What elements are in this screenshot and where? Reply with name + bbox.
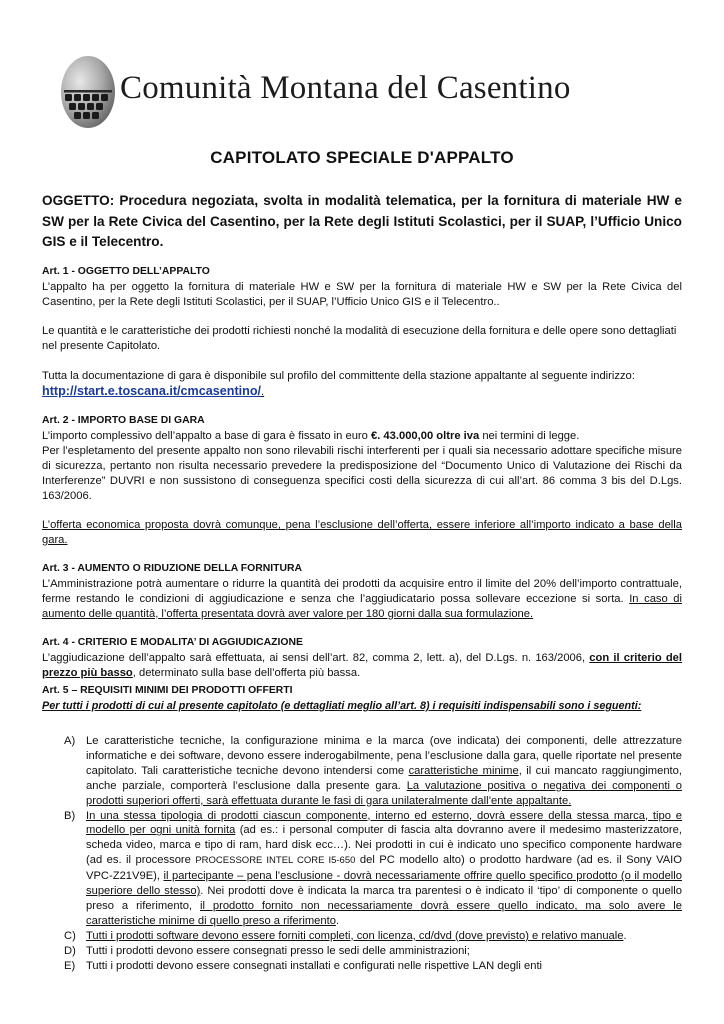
art4-heading: Art. 4 - CRITERIO E MODALITA’ DI AGGIUDICAZIONE: [42, 637, 303, 648]
list-item-b: [64, 809, 682, 929]
list-text: Tutti i prodotti devono essere consegnati presso le sedi delle amministrazioni;: [86, 944, 470, 957]
list-marker: A): [64, 735, 76, 747]
list-text: . Nei prodotti dove è indicata la marca tra parentesi o è indicato il ‘tipo’ di componente o quello preso a riferimento,: [86, 885, 682, 912]
list-text: Tutti i prodotti devono essere consegnati installati e configurati nelle rispettive LAN degli enti: [86, 959, 543, 972]
art4-paragraph-1: [42, 651, 682, 681]
list-text: , il cui mancato raggiungimento, anche parziale, comporterà l’esclusione dalla presente gara.: [86, 764, 682, 792]
art5-section: [42, 684, 682, 714]
art1-paragraph-2: Le quantità e le caratteristiche dei prodotti richiesti nonché la modalità di esecuzione della fornitura e delle opere sono dettagliati nel presente Capitolato.: [42, 325, 677, 352]
art3-paragraph-1: [42, 577, 682, 622]
art5-heading: Art. 5 – REQUISITI MINIMI DEI PRODOTTI OFFERTI: [42, 685, 293, 696]
art1-paragraph-1: L’appalto ha per oggetto la fornitura di materiale HW e SW per la fornitura di materiale HW e SW per la Rete Civica del Casentino, per la Rete degli Istituti Scolastici, per il SUAP, l’Ufficio Unico GIS e il Telecentro..: [42, 280, 682, 308]
community-logo-icon: [58, 54, 118, 134]
list-text: Le caratteristiche tecniche, la configurazione minima e la marca (ove indicata) dei componenti, delle attrezzature informatiche e dei software, devono essere inderogabilmente, pena l’esclusione dalla gara, quelle riportate nel presente capitolato. Tali caratteristiche tecniche devono intendersi come: [86, 735, 682, 777]
list-text: .: [335, 914, 340, 927]
art4-text-end: , determinato sulla base dell’offerta più bassa.: [132, 666, 361, 679]
art1-paragraph-3: Tutta la documentazione di gara è disponibile sul profilo del committente della stazione appaltante al seguente indirizzo:: [42, 370, 635, 382]
art5-intro: Per tutti i prodotti di cui al presente capitolato (e dettagliati meglio all’art. 8) i requisiti indispensabili sono i seguenti:: [42, 699, 642, 712]
art2-text: L’importo complessivo dell’appalto a base di gara è fissato in euro: [42, 429, 371, 442]
list-underlined: In una stessa tipologia di prodotti ciascun componente, interno ed esterno, dovrà essere della stessa marca, tipo e modello per ogni unità fornita: [86, 809, 682, 837]
list-marker: C): [64, 929, 76, 942]
list-text: .: [623, 929, 627, 942]
art4-text: L’aggiudicazione dell’appalto sarà effettuata, ai sensi dell’art. 82, comma 2, lett. a), del D.Lgs. n. 163/2006,: [42, 651, 590, 664]
art1-heading: Art. 1 - OGGETTO DELL’APPALTO: [42, 266, 210, 277]
list-underlined: il prodotto fornito non necessariamente dovrà essere quello indicato, ma solo avere le caratteristiche minime di quello preso a riferimento: [86, 899, 682, 927]
art2-text-end: nei termini di legge.: [479, 429, 580, 442]
art3-heading: Art. 3 - AUMENTO O RIDUZIONE DELLA FORNITURA: [42, 563, 302, 574]
list-item-d: [64, 944, 682, 959]
list-underlined: Tutti i prodotti software devono essere forniti completi, con licenza, cd/dvd (dove previsto) e relativo manuale: [86, 929, 624, 942]
art4-section: [42, 636, 682, 681]
requirements-list: [64, 734, 682, 974]
list-underlined: caratteristiche minime: [408, 764, 519, 777]
processor-model: PROCESSORE INTEL CORE I5-650: [195, 855, 356, 867]
list-item-c: [64, 929, 682, 944]
list-underlined: il partecipante – pena l’esclusione - dovrà necessariamente offrire quello specifico prodotto (o il modello superiore dello stesso): [86, 870, 682, 898]
base-amount: €. 43.000,00 oltre iva: [370, 429, 480, 442]
doc-url-line: [42, 383, 682, 401]
art2-section: [42, 414, 682, 503]
art3-underlined: In caso di aumento delle quantità, l’offerta presentata dovrà aver valore per 180 giorni dalla sua formulazione.: [42, 592, 682, 620]
art2-paragraph-1: [42, 429, 682, 444]
award-criterion: con il criterio del prezzo più basso: [42, 651, 682, 679]
list-marker: D): [64, 944, 76, 957]
list-marker: E): [64, 959, 76, 972]
art2-paragraph-2: Per l’espletamento del presente appalto non sono rilevabili rischi interferenti per i quali sia necessario adottare specifiche misure di sicurezza, pertanto non risulta necessario prevedere la predisposizione del “Documento Unico di Valutazione dei Rischi da Interferenze” DUVRI e non sussistono di conseguenza specifici costi della sicurezza di cui all’art. 86 comma 3 bis del D.Lgs. 163/2006.: [42, 444, 682, 502]
subject-paragraph: OGGETTO: Procedura negoziata, svolta in modalità telematica, per la fornitura di materiale HW e SW per la Rete Civica del Casentino, per la Rete degli Istituti Scolastici, per il SUAP, l’Ufficio Unico GIS e il Telecentro.: [42, 193, 682, 249]
list-underlined: La valutazione positiva o negativa dei componenti o prodotti superiori offerti, sarà effettuata durante le fasi di gara unilateralmente dall’ente appaltante.: [86, 779, 682, 807]
page-title: CAPITOLATO SPECIALE D'APPALTO: [210, 148, 514, 167]
list-item-a: [64, 734, 682, 809]
list-item-e: [64, 959, 682, 974]
letterhead: [46, 44, 626, 139]
doc-url-link[interactable]: http://start.e.toscana.it/cmcasentino/: [42, 384, 262, 398]
list-text: (ad es.: i personal computer di fascia alta dovranno avere il medesimo masterizzatore, scheda video, marca e tipo di ram, hard disk ecc…). Nei prodotti in cui è indicato uno specifico componente hardware (ad es. il processore: [86, 824, 682, 867]
art2-paragraph-3: L’offerta economica proposta dovrà comunque, pena l’esclusione dell’offerta, essere inferiore all’importo indicato a base della gara.: [42, 519, 682, 546]
list-text: del PC modello alto) o prodotto hardware (ad es. il Sony VAIO VPC-Z21V9E),: [86, 854, 682, 883]
art1-section: [42, 265, 682, 310]
list-marker: B): [64, 809, 76, 822]
brand-name: Comunità Montana del Casentino: [120, 70, 571, 106]
art3-text: L’Amministrazione potrà aumentare o ridurre la quantità dei prodotti da acquisire entro il limite del 20% dell’importo contrattuale, ferme restando le condizioni di aggiudicazione e senza che l’aggiudicatario possa sollevare eccezione si sorta.: [42, 577, 682, 605]
doc-url-suffix: .: [261, 386, 265, 398]
art2-heading: Art. 2 - IMPORTO BASE DI GARA: [42, 415, 205, 426]
art3-section: [42, 562, 682, 622]
